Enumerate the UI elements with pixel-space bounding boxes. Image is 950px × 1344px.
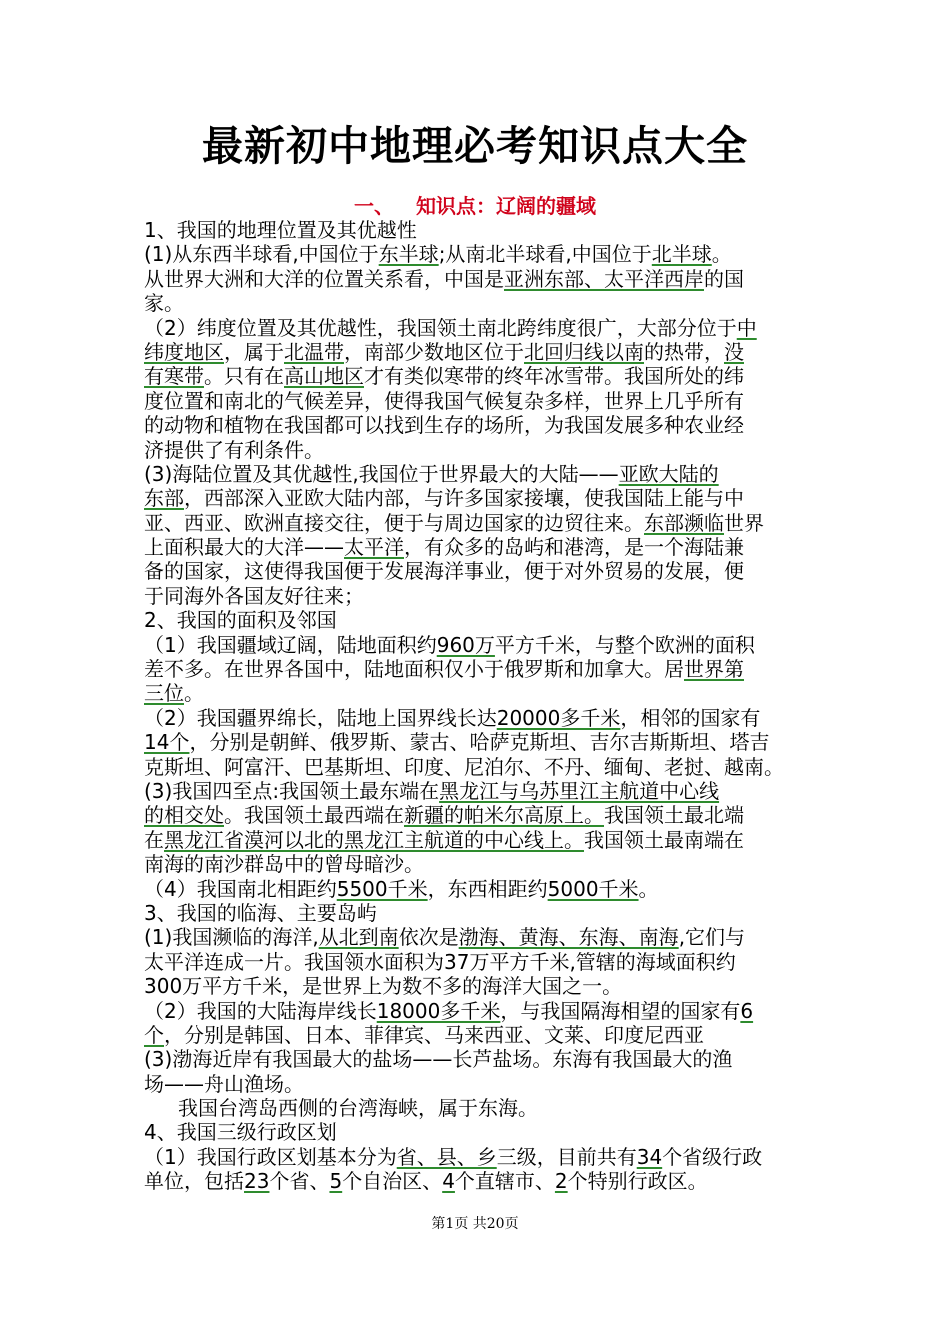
section-number: 一、 xyxy=(354,194,394,218)
underlined-answer: 18000多千米 xyxy=(376,998,501,1023)
underlined-answer: 20000多千米 xyxy=(496,705,621,730)
text-line xyxy=(144,438,816,462)
underlined-answer: 纬度地区 xyxy=(144,339,224,364)
text-span: 个自治区、 xyxy=(342,1169,443,1194)
text-span: 个省、 xyxy=(269,1169,330,1194)
text-line xyxy=(144,316,816,340)
text-span: 3、我国的临海、主要岛屿 xyxy=(144,900,377,925)
underlined-answer: 34 xyxy=(636,1144,663,1169)
text-span: 家。 xyxy=(144,291,184,316)
text-line xyxy=(144,413,816,437)
text-span: 。 xyxy=(638,876,659,901)
underlined-answer: 4 xyxy=(442,1169,455,1194)
underlined-answer: 东半球 xyxy=(378,242,439,267)
text-span: 平方千米，与整个欧洲的面积 xyxy=(494,632,755,657)
text-line xyxy=(144,1096,816,1120)
text-span: 才有类似寒带的终年冰雪带。我国所处的纬 xyxy=(364,364,744,389)
text-line xyxy=(144,1072,816,1096)
text-span: 度位置和南北的气候差异，使得我国气候复杂多样，世界上几乎所有 xyxy=(144,388,744,413)
text-line xyxy=(144,633,816,657)
text-span: 场——舟山渔场。 xyxy=(144,1071,304,1096)
underlined-answer: 从北到南 xyxy=(318,925,399,950)
text-line xyxy=(144,877,816,901)
text-line xyxy=(144,950,816,974)
text-span: (3)渤海近岸有我国最大的盐场——长芦盐场。东海有我国最大的渔 xyxy=(144,1047,733,1072)
underlined-answer: 2 xyxy=(554,1169,568,1194)
text-span: 我国台湾岛西侧的台湾海峡，属于东海。 xyxy=(178,1096,538,1121)
text-span: 。 xyxy=(184,681,204,706)
text-line xyxy=(144,706,816,730)
underlined-answer: 北温带 xyxy=(284,339,344,364)
underlined-answer: 新疆的帕米尔高原上。 xyxy=(404,803,604,828)
text-line xyxy=(144,681,816,705)
underlined-answer: 960万 xyxy=(436,632,495,657)
underlined-answer: 5 xyxy=(329,1169,343,1194)
text-span: ，相邻的国家有 xyxy=(620,705,761,730)
underlined-answer: 黑龙江与乌苏里江主航道中心线 xyxy=(439,778,720,803)
text-span: （2）纬度位置及其优越性，我国领土南北跨纬度很广，大部分位于 xyxy=(144,315,737,340)
text-line xyxy=(144,511,816,535)
text-span: 从世界大洲和大洋的位置关系看，中国是 xyxy=(144,266,504,291)
text-span: (3)海陆位置及其优越性,我国位于世界最大的大陆—— xyxy=(144,461,619,486)
text-span: ,它们与 xyxy=(678,925,746,950)
underlined-answer: 14个 xyxy=(144,730,190,755)
text-span: 在 xyxy=(144,827,164,852)
text-span: (1)我国濒临的海洋, xyxy=(144,925,319,950)
text-line xyxy=(144,755,816,779)
text-span: 三级，目前共有 xyxy=(496,1144,637,1169)
page-title: 最新初中地理必考知识点大全 xyxy=(202,122,748,170)
text-line xyxy=(144,1169,816,1193)
text-line xyxy=(144,779,816,803)
text-span: 我国领土最南端在 xyxy=(584,827,744,852)
text-span: 南海的南沙群岛中的曾母暗沙。 xyxy=(144,852,424,877)
underlined-answer: 亚洲东部、太平洋西岸 xyxy=(504,266,704,291)
text-span: ，属于 xyxy=(224,339,284,364)
text-span: 。我国领土最西端在 xyxy=(224,803,404,828)
text-line xyxy=(144,486,816,510)
text-span: ，有众多的岛屿和港湾，是一个海陆兼 xyxy=(404,535,744,560)
underlined-answer: 东部濒临 xyxy=(644,510,724,535)
underlined-answer: 5000千米 xyxy=(547,876,639,901)
underlined-answer: 23 xyxy=(244,1169,270,1194)
underlined-answer: 5500千米 xyxy=(336,876,428,901)
underlined-answer: 东部 xyxy=(144,486,184,511)
underlined-answer: 有寒带 xyxy=(144,364,204,389)
text-span: (1)从东西半球看,中国位于 xyxy=(144,242,379,267)
text-line xyxy=(144,218,816,242)
text-line xyxy=(144,608,816,632)
text-line xyxy=(144,828,816,852)
underlined-answer: 6 xyxy=(740,998,754,1023)
text-line xyxy=(144,925,816,949)
underlined-answer: 黑龙江省漠河以北的黑龙江主航道的中心线上。 xyxy=(164,827,584,852)
underlined-answer: 没 xyxy=(724,339,744,364)
text-line xyxy=(144,974,816,998)
section-title: 知识点：辽阔的疆域 xyxy=(416,194,596,218)
text-span: 。只有在 xyxy=(204,364,284,389)
text-span: （2）我国疆界绵长，陆地上国界线长达 xyxy=(144,705,497,730)
text-line xyxy=(144,267,816,291)
text-line xyxy=(144,242,816,266)
text-span: ;从南北半球看,中国位于 xyxy=(438,242,652,267)
page-footer: 第1页 共20页 xyxy=(431,1216,519,1232)
underlined-answer: 个 xyxy=(144,1022,164,1047)
text-span: （2）我国的大陆海岸线长 xyxy=(144,998,377,1023)
text-span: 世界 xyxy=(724,510,764,535)
text-span: （1）我国疆域辽阔，陆地面积约 xyxy=(144,632,437,657)
underlined-answer: 中 xyxy=(736,315,757,340)
text-line xyxy=(144,389,816,413)
text-span: （1）我国行政区划基本分为 xyxy=(144,1144,397,1169)
underlined-answer: 太平洋 xyxy=(344,535,404,560)
text-span: 2、我国的面积及邻国 xyxy=(144,608,337,633)
text-span: 太平洋连成一片。我国领水面积为37万平方千米,管辖的海域面积约 xyxy=(144,949,736,974)
text-line xyxy=(144,1047,816,1071)
text-line xyxy=(144,901,816,925)
text-span: ，南部少数地区位于 xyxy=(344,339,524,364)
text-span: 。 xyxy=(711,242,732,267)
text-line xyxy=(144,364,816,388)
underlined-answer: 省、县、乡 xyxy=(396,1144,497,1169)
text-span: (3)我国四至点:我国领土最东端在 xyxy=(144,778,440,803)
text-line xyxy=(144,657,816,681)
text-span: 我国领土最北端 xyxy=(604,803,744,828)
text-span: 克斯坦、阿富汗、巴基斯坦、印度、尼泊尔、不丹、缅甸、老挝、越南。 xyxy=(144,754,784,779)
text-span: 差不多。在世界各国中，陆地面积仅小于俄罗斯和加拿大。居 xyxy=(144,657,684,682)
text-line xyxy=(144,559,816,583)
text-span: ，与我国隔海相望的国家有 xyxy=(500,998,741,1023)
underlined-answer: 北半球 xyxy=(651,242,712,267)
text-line xyxy=(144,535,816,559)
text-line xyxy=(144,852,816,876)
text-span: 济提供了有利条件。 xyxy=(144,437,324,462)
body-text xyxy=(144,218,816,1194)
underlined-answer: 高山地区 xyxy=(284,364,364,389)
text-line xyxy=(144,340,816,364)
text-span: 备的国家，这使得我国便于发展海洋事业，便于对外贸易的发展，便 xyxy=(144,559,744,584)
underlined-answer: 的相交处 xyxy=(144,803,224,828)
text-span: 的热带， xyxy=(644,339,724,364)
text-span: 上面积最大的大洋—— xyxy=(144,535,344,560)
text-span: ，西部深入亚欧大陆内部，与许多国家接壤，使我国陆上能与中 xyxy=(184,486,744,511)
text-span: （4）我国南北相距约 xyxy=(144,876,337,901)
text-span: ，分别是朝鲜、俄罗斯、蒙古、哈萨克斯坦、吉尔吉斯斯坦、塔吉 xyxy=(189,730,770,755)
underlined-answer: 世界第 xyxy=(684,657,744,682)
text-span: ，东西相距约 xyxy=(427,876,548,901)
text-span: 个省级行政 xyxy=(662,1144,763,1169)
text-line xyxy=(144,1145,816,1169)
text-span: 亚、西亚、欧洲直接交往，便于与周边国家的边贸往来。 xyxy=(144,510,644,535)
text-line xyxy=(144,803,816,827)
text-line xyxy=(144,1120,816,1144)
text-line xyxy=(144,584,816,608)
text-span: 个直辖市、 xyxy=(454,1169,555,1194)
text-line xyxy=(144,730,816,754)
text-span: 的动物和植物在我国都可以找到生存的场所，为我国发展多种农业经 xyxy=(144,413,744,438)
text-span: 300万平方千米，是世界上为数不多的海洋大国之一。 xyxy=(144,974,623,999)
section-heading xyxy=(0,192,950,220)
text-span: 1、我国的地理位置及其优越性 xyxy=(144,218,417,242)
text-span: 个特别行政区。 xyxy=(567,1169,708,1194)
text-span: 4、我国三级行政区划 xyxy=(144,1120,337,1145)
underlined-answer: 三位 xyxy=(144,681,184,706)
text-line xyxy=(144,999,816,1023)
text-line xyxy=(144,291,816,315)
text-span: 单位，包括 xyxy=(144,1169,244,1194)
underlined-answer: 亚欧大陆的 xyxy=(618,461,719,486)
text-span: 依次是 xyxy=(398,925,459,950)
text-span: 于同海外各国友好往来； xyxy=(144,583,364,608)
text-line xyxy=(144,1023,816,1047)
underlined-answer: 北回归线以南 xyxy=(524,339,644,364)
underlined-answer: 渤海、黄海、东海、南海 xyxy=(458,925,679,950)
text-span: 的国 xyxy=(704,266,744,291)
text-line xyxy=(144,462,816,486)
text-span: ，分别是韩国、日本、菲律宾、马来西亚、文莱、印度尼西亚 xyxy=(164,1022,704,1047)
